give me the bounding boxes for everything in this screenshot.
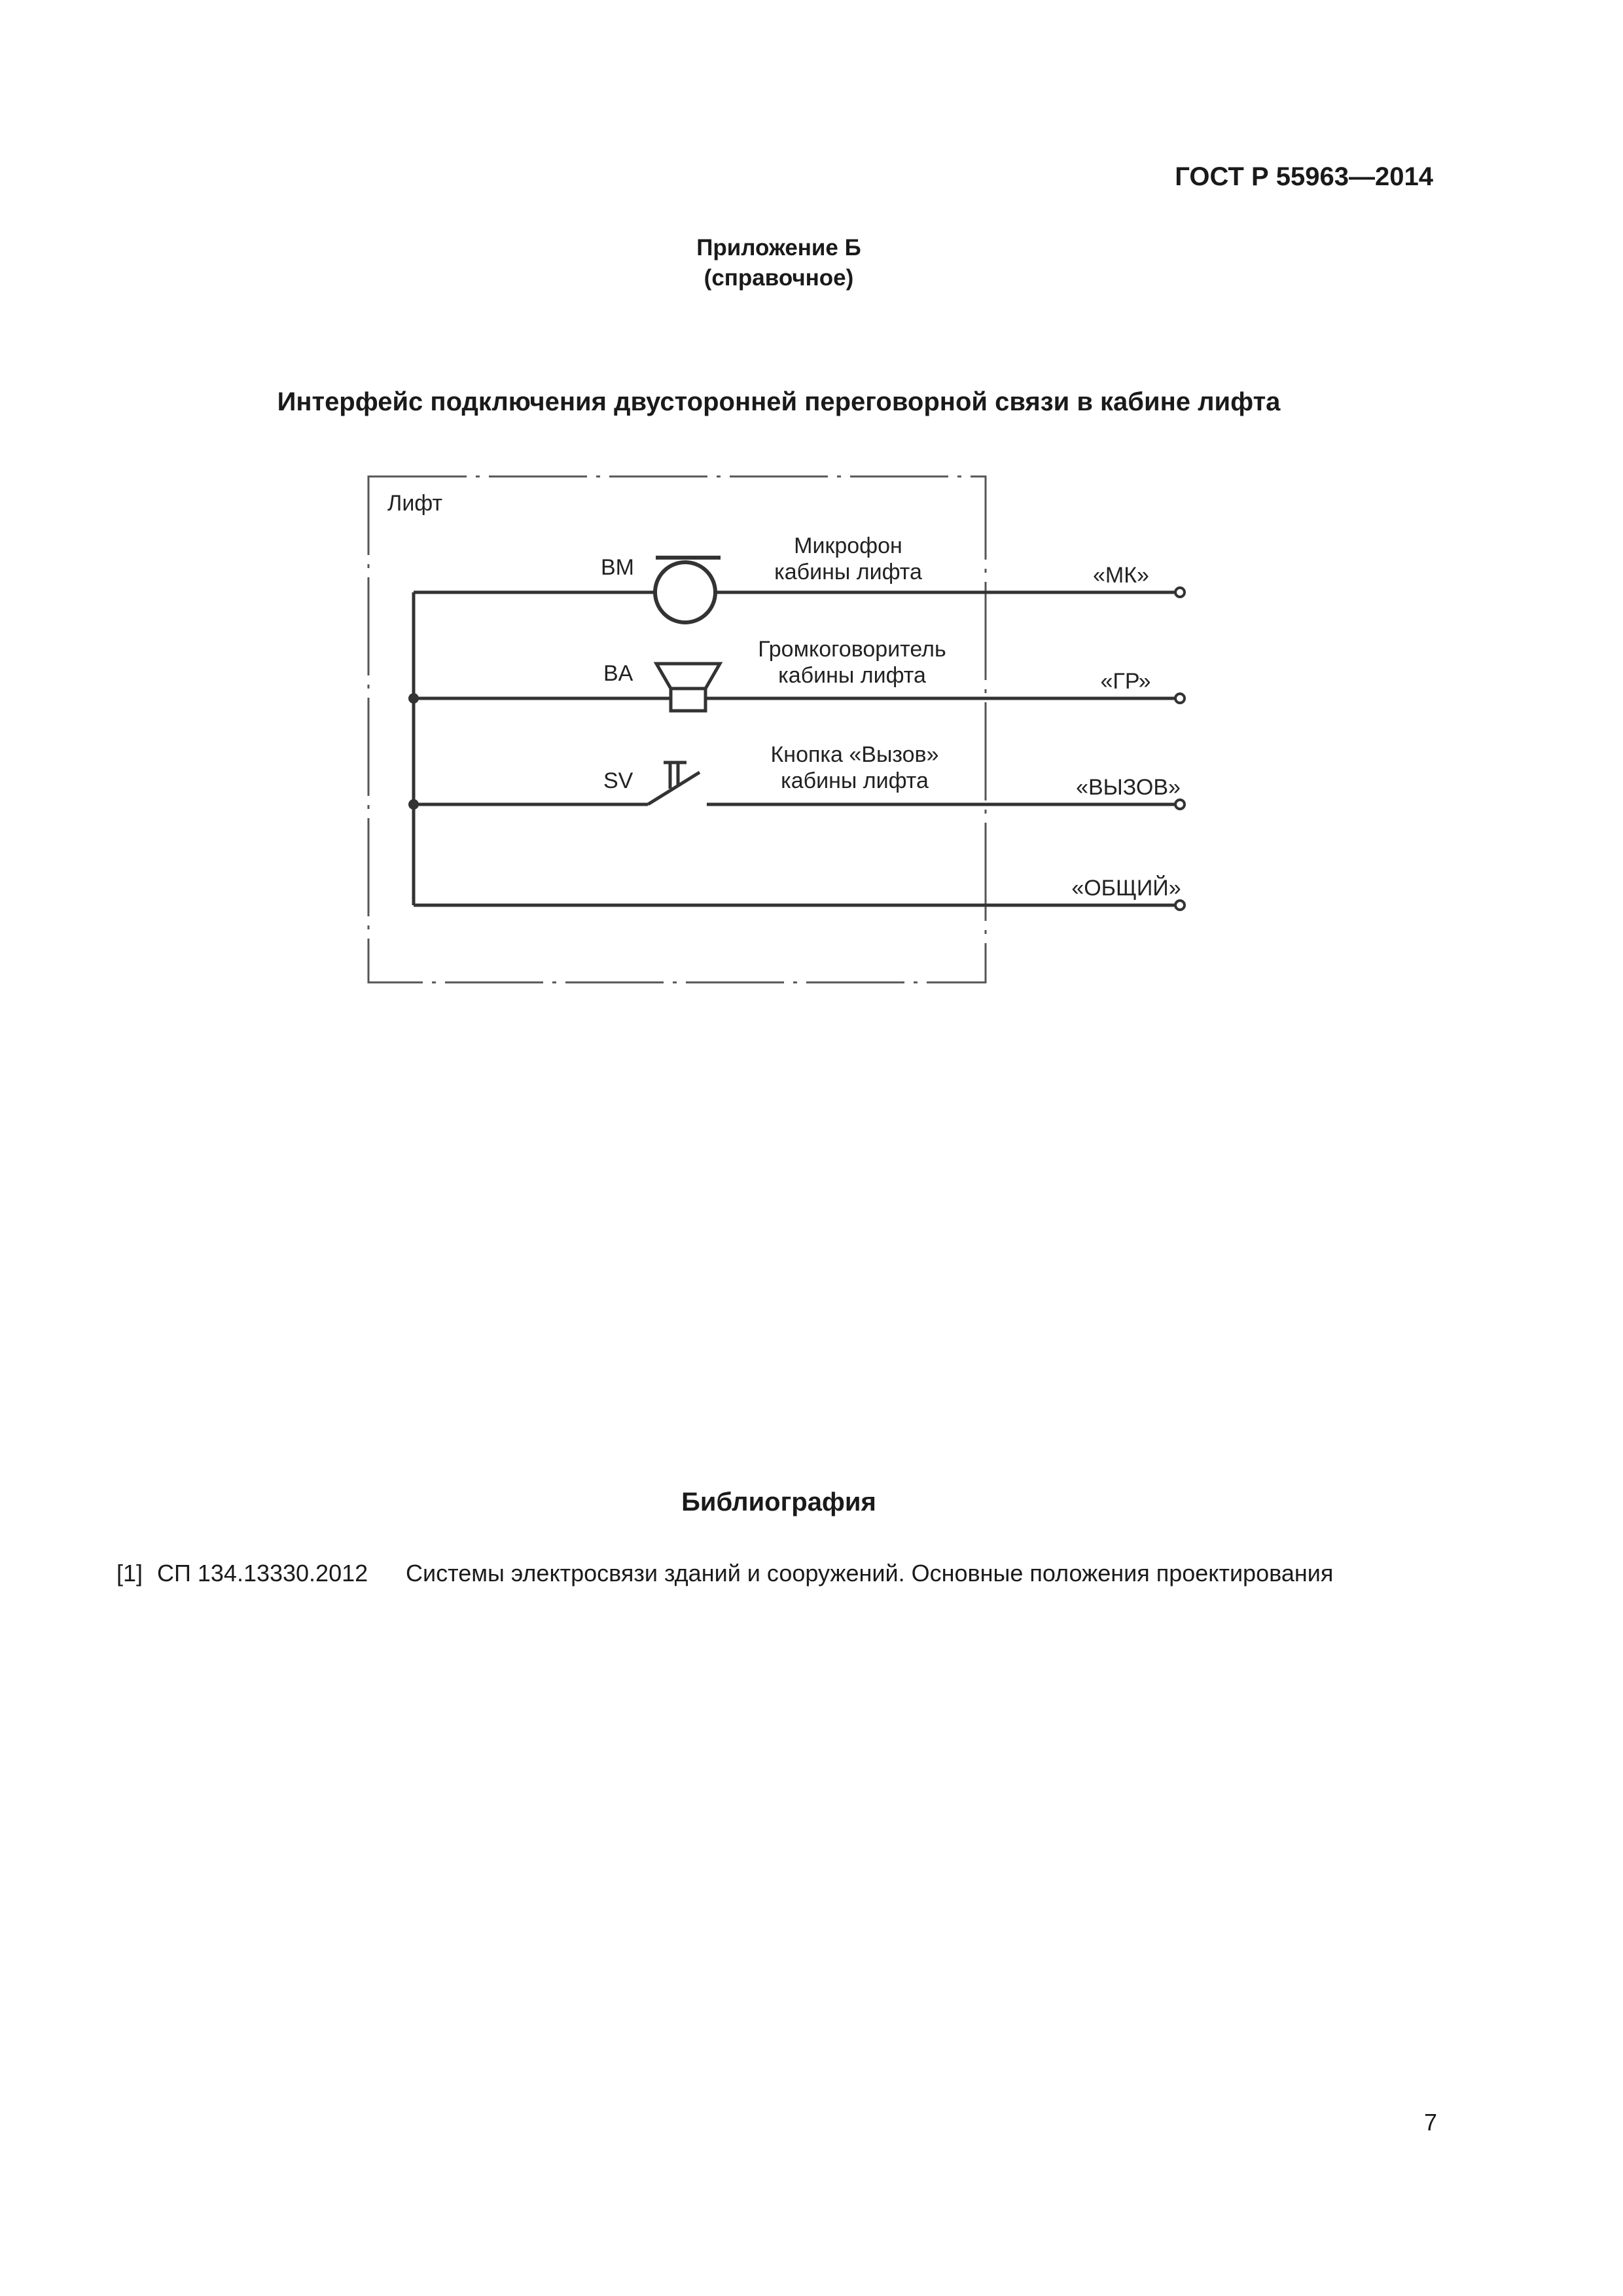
vyzov-junction (408, 799, 419, 810)
common-terminal (1175, 901, 1185, 910)
sv-code: SV (603, 768, 633, 793)
gr-terminal (1175, 694, 1185, 703)
vyzov-terminal (1175, 800, 1185, 809)
bibliography-entry-text: Системы электросвязи зданий и сооружений. Основные положения проектирования (406, 1560, 1334, 1587)
bm-caption-1: Микрофон (794, 533, 902, 558)
ba-caption-1: Громкоговоритель (758, 637, 946, 662)
vyzov-terminal-label: «ВЫЗОВ» (1076, 775, 1181, 800)
microphone-icon (655, 558, 721, 622)
sv-caption-2: кабины лифта (781, 768, 929, 793)
bibliography-entry-num: [1] (116, 1560, 143, 1587)
gr-terminal-label: «ГР» (1100, 669, 1151, 694)
common-terminal-label: «ОБЩИЙ» (1071, 876, 1181, 901)
bibliography-entry-code: СП 134.13330.2012 (157, 1560, 368, 1587)
speaker-icon (656, 664, 720, 711)
bibliography-title: Библиография (681, 1488, 876, 1516)
bm-code: BM (601, 555, 634, 580)
push-button-icon (648, 762, 700, 804)
appendix-subtitle: (справочное) (704, 265, 854, 291)
bibliography-entry (116, 1560, 1333, 1587)
ba-caption-2: кабины лифта (778, 663, 926, 688)
ba-code: BA (603, 661, 633, 686)
frame-label: Лифт (387, 491, 443, 516)
figure-title: Интерфейс подключения двусторонней переговорной связи в кабине лифта (277, 387, 1281, 416)
document-code: ГОСТ Р 55963—2014 (1175, 162, 1433, 191)
page-number: 7 (1424, 2109, 1438, 2136)
sv-caption-1: Кнопка «Вызов» (770, 742, 939, 767)
bm-caption-2: кабины лифта (774, 560, 922, 584)
gr-junction (408, 693, 419, 704)
mk-terminal-label: «МК» (1093, 563, 1149, 588)
appendix-title: Приложение Б (696, 235, 861, 260)
mk-terminal (1175, 588, 1185, 597)
